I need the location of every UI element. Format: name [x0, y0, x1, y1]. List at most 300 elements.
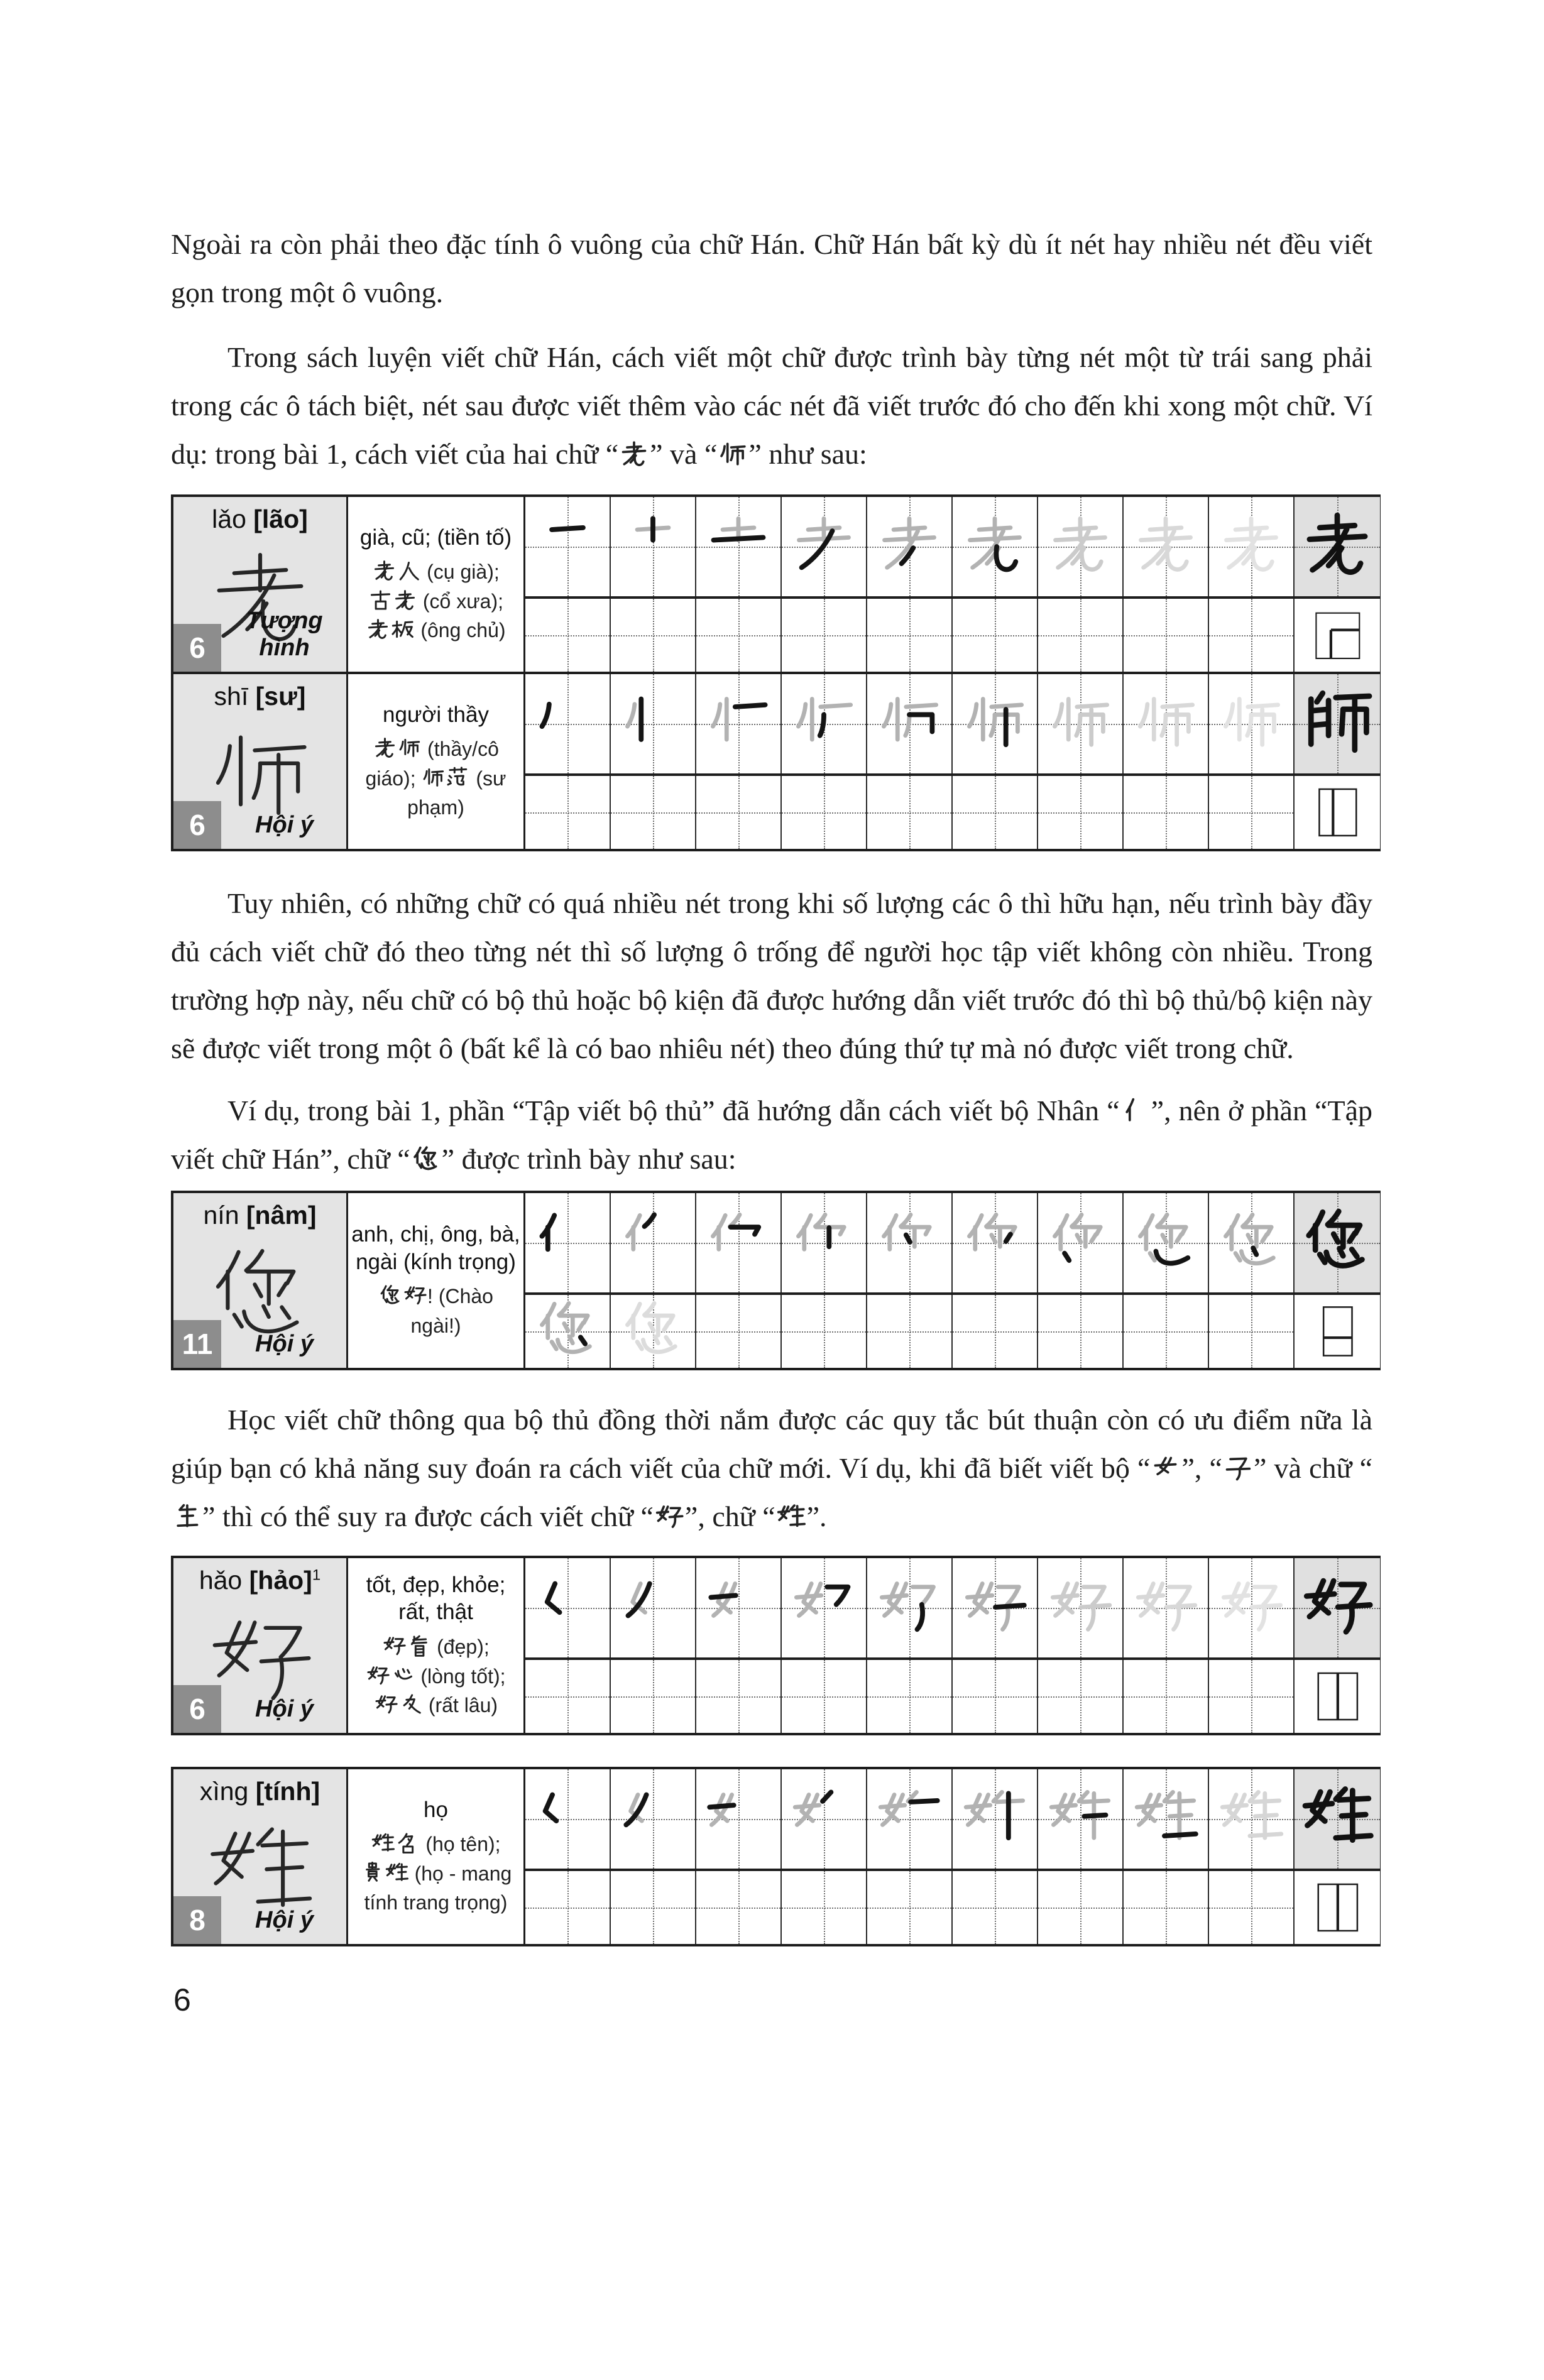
cjk-glyph-hao	[1218, 1575, 1284, 1640]
cjk-char-hao	[366, 1664, 390, 1688]
horizontal-guide-line	[1124, 812, 1208, 814]
paragraph-1	[171, 220, 1372, 317]
cjk-char-lao	[366, 618, 390, 641]
stroke-order-row	[525, 1558, 1380, 1657]
practice-cell	[1124, 776, 1209, 849]
cjk-glyph-nin	[535, 1299, 600, 1364]
cjk-glyph-gu	[369, 589, 392, 613]
stroke-step-cell	[1209, 497, 1295, 596]
writing-practice-table	[171, 494, 1381, 851]
text-run: già, cũ; (tiền tố)	[359, 525, 512, 550]
practice-cell	[782, 599, 867, 672]
definition-cell	[348, 1193, 525, 1368]
horizontal-guide-line	[1209, 635, 1293, 636]
horizontal-guide-line	[611, 1908, 695, 1909]
stroke-step-cell	[953, 1558, 1038, 1657]
cjk-glyph-xing	[1218, 1786, 1284, 1852]
character-header-cell	[173, 1558, 348, 1733]
character-category-label: Hội ý	[255, 1696, 314, 1722]
horizontal-guide-line	[696, 1331, 780, 1333]
character-block-nin	[173, 1193, 1378, 1368]
cjk-glyph-lao	[791, 514, 857, 579]
cjk-glyph-hao	[366, 1664, 390, 1688]
stroke-step-cell	[867, 1558, 953, 1657]
horizontal-guide-line	[782, 812, 866, 814]
horizontal-guide-line	[953, 635, 1037, 636]
writing-practice-table	[171, 1767, 1381, 1946]
character-category-label: Tượng hình	[246, 608, 323, 661]
stroke-step-cell	[1209, 1558, 1295, 1657]
cjk-glyph-nin	[1133, 1210, 1198, 1275]
cjk-glyph-nin	[1218, 1210, 1284, 1275]
pinyin-label: xìng [tính]	[199, 1777, 320, 1806]
cjk-glyph-nin	[1048, 1210, 1113, 1275]
cjk-char-shi	[398, 737, 421, 760]
practice-cell	[1038, 1871, 1124, 1944]
horizontal-guide-line	[525, 812, 610, 814]
horizontal-guide-line	[867, 812, 951, 814]
practice-cell	[1209, 1871, 1295, 1944]
cjk-char-hao	[655, 1503, 684, 1532]
cjk-glyph-hao	[791, 1575, 857, 1640]
cjk-glyph-gui	[361, 1862, 384, 1885]
stroke-step-cell	[1124, 497, 1209, 596]
cjk-glyph-xing	[535, 1786, 600, 1852]
cjk-glyph-hao	[706, 1575, 771, 1640]
cjk-glyph-shi	[1218, 691, 1284, 756]
stroke-step-cell	[953, 1769, 1038, 1869]
paragraph-2	[171, 333, 1372, 478]
stroke-step-cell	[1209, 674, 1295, 773]
horizontal-guide-line	[1038, 1696, 1122, 1698]
text-run: ngài!)	[410, 1314, 461, 1337]
horizontal-guide-line	[782, 1331, 866, 1333]
cjk-glyph-shi	[398, 737, 421, 760]
text-run: rất, thật	[398, 1600, 473, 1625]
text-run: , nên ở phần “Tập viết chữ Hán”, chữ	[171, 1094, 1372, 1175]
structure-cell	[1295, 1295, 1380, 1368]
text-run: ngài (kính trọng)	[356, 1249, 516, 1274]
practice-cell	[782, 776, 867, 849]
stroke-step-cell	[611, 674, 696, 773]
meaning-text	[351, 1221, 520, 1276]
cjk-glyph-lao	[373, 560, 396, 583]
horizontal-guide-line	[1038, 1908, 1122, 1909]
cjk-glyph-shi_trad	[1301, 687, 1374, 760]
stroke-step-cell	[867, 1193, 953, 1292]
cjk-glyph-hao	[1133, 1575, 1198, 1640]
cjk-glyph-ming	[396, 1832, 419, 1855]
character-block-shi	[173, 672, 1378, 849]
horizontal-guide-line	[953, 1908, 1037, 1909]
horizontal-guide-line	[867, 1908, 951, 1909]
practice-cell	[696, 1295, 782, 1368]
cjk-char-nin	[379, 1284, 402, 1307]
cjk-glyph-xing	[962, 1786, 1027, 1852]
practice-cell	[1124, 599, 1209, 672]
text-run: phạm)	[407, 796, 464, 819]
cjk-quote-mark: “	[1107, 1094, 1120, 1127]
stroke-step-cell	[1124, 1193, 1209, 1292]
cjk-char-nin	[412, 1145, 441, 1174]
text-run: Ví dụ, trong bài 1, phần “Tập viết bộ thủ” đã hướng dẫn cách viết bộ Nhân	[227, 1094, 1107, 1127]
cjk-glyph-fan	[446, 767, 469, 790]
cjk-glyph-xing	[706, 1786, 771, 1852]
cjk-glyph-sheng	[172, 1503, 201, 1532]
cjk-char-ming	[396, 1832, 419, 1855]
character-header-cell	[173, 497, 348, 672]
stroke-step-cell	[611, 497, 696, 596]
stroke-count-badge: 11	[173, 1320, 221, 1368]
stroke-count-badge: 6	[173, 1685, 221, 1733]
structure-diagram-split-h-62	[1311, 1301, 1364, 1362]
text-run: (cụ già);	[421, 560, 500, 584]
cjk-glyph-hao	[620, 1575, 686, 1640]
complete-char-cell	[1295, 1193, 1380, 1292]
practice-cell	[1209, 776, 1295, 849]
paragraph-4	[171, 1086, 1372, 1183]
horizontal-guide-line	[1209, 1331, 1293, 1333]
structure-cell	[1295, 599, 1380, 672]
character-category-label: Hội ý	[255, 1331, 314, 1357]
stroke-count-badge: 6	[173, 624, 221, 672]
stroke-step-cell	[611, 1193, 696, 1292]
cjk-quote-mark: “	[397, 1143, 410, 1175]
cjk-quote-mark: “	[640, 1500, 654, 1532]
practice-row	[525, 1871, 1380, 1944]
meaning-text	[424, 1796, 448, 1824]
cjk-glyph-lao	[373, 737, 397, 760]
cjk-glyph-nin	[962, 1210, 1027, 1275]
cjk-char-lao	[393, 589, 417, 613]
cjk-quote-mark: “	[1209, 1452, 1222, 1484]
cjk-glyph-lao	[620, 514, 686, 579]
stroke-step-cell	[1038, 1558, 1124, 1657]
stroke-grid-area	[525, 674, 1380, 849]
practice-cell	[867, 599, 953, 672]
writing-practice-table	[171, 1556, 1381, 1735]
example-words	[360, 1830, 512, 1917]
pinyin-label: hǎo [hảo]$^1$	[199, 1566, 321, 1595]
paragraph-3	[171, 879, 1372, 1073]
cjk-char-gu	[369, 589, 392, 613]
text-run: thì có thể suy ra được cách viết chữ	[215, 1500, 641, 1532]
practice-cell	[782, 1871, 867, 1944]
cjk-glyph-shi	[718, 440, 747, 469]
cjk-glyph-zi	[1224, 1455, 1252, 1483]
text-run: (họ - mang	[408, 1862, 512, 1885]
stroke-step-cell	[696, 497, 782, 596]
cjk-glyph-xing	[791, 1786, 857, 1852]
practice-row	[525, 1660, 1380, 1733]
complete-char-cell	[1295, 674, 1380, 773]
structure-diagram-split-v-50	[1311, 1666, 1364, 1727]
cjk-quote-mark: “	[762, 1500, 775, 1532]
text-run: (lòng tốt);	[415, 1664, 506, 1688]
cjk-glyph-xing	[777, 1503, 806, 1532]
practice-cell	[867, 1295, 953, 1368]
cjk-char-kan	[407, 1635, 430, 1658]
cjk-glyph-lao	[877, 514, 942, 579]
stroke-grid-area	[525, 1769, 1380, 1944]
text-run: (ông chủ)	[415, 619, 506, 642]
pinyin-label: lǎo [lão]	[212, 505, 308, 533]
example-words	[366, 734, 506, 822]
pinyin-label: nín [nâm]	[203, 1201, 317, 1230]
practice-cell	[525, 1660, 611, 1733]
text-run: , chữ	[698, 1500, 763, 1532]
cjk-glyph-xing	[877, 1786, 942, 1852]
horizontal-guide-line	[953, 1696, 1037, 1698]
practice-cell	[953, 776, 1038, 849]
definition-cell	[348, 674, 525, 849]
cjk-char-lao	[620, 440, 649, 469]
text-run: Trong sách luyện viết chữ Hán, cách viết một chữ được trình bày từng nét một từ trái sang phải trong các ô tách biệt, nét sau được viết thêm vào các nét đã viết trước đó cho đến khi xong một chữ. Ví dụ: trong bài 1, cách viết của hai chữ	[171, 341, 1372, 470]
character-block-lao	[173, 497, 1378, 672]
structure-diagram-wrap-br	[1311, 605, 1364, 665]
cjk-glyph-nin	[706, 1210, 771, 1275]
cjk-char-xing	[777, 1503, 806, 1532]
stroke-grid-area	[525, 497, 1380, 672]
cjk-glyph-lao	[1218, 514, 1284, 579]
cjk-glyph-ren_r	[1121, 1097, 1150, 1126]
example-words	[366, 1632, 505, 1720]
horizontal-guide-line	[611, 635, 695, 636]
stroke-step-cell	[1038, 1193, 1124, 1292]
character-category-label: Hội ý	[255, 1907, 314, 1933]
cjk-char-xin	[391, 1664, 414, 1688]
practice-cell	[1209, 1295, 1295, 1368]
practice-cell	[1124, 1871, 1209, 1944]
cjk-glyph-shi	[962, 691, 1027, 756]
cjk-quote-mark: ”	[806, 1500, 820, 1532]
cjk-glyph-xin	[391, 1664, 414, 1688]
practice-cell	[1038, 599, 1124, 672]
horizontal-guide-line	[696, 1696, 780, 1698]
practice-cell	[867, 1660, 953, 1733]
stroke-step-cell	[525, 497, 611, 596]
cjk-glyph-lao	[1301, 510, 1374, 583]
cjk-glyph-hao	[1301, 1571, 1374, 1644]
horizontal-guide-line	[1124, 635, 1208, 636]
horizontal-guide-line	[1209, 1908, 1293, 1909]
stroke-step-cell	[525, 1769, 611, 1869]
cjk-glyph-xing	[385, 1862, 408, 1885]
horizontal-guide-line	[867, 1331, 951, 1333]
cjk-glyph-hao	[535, 1575, 600, 1640]
cjk-char-shi	[422, 767, 445, 790]
practice-cell	[696, 776, 782, 849]
stroke-step-cell	[782, 1193, 867, 1292]
practice-cell	[525, 1871, 611, 1944]
example-words	[366, 557, 505, 645]
cjk-glyph-shi	[706, 691, 771, 756]
stroke-count-badge: 8	[173, 1896, 221, 1944]
cjk-glyph-lao	[620, 440, 649, 469]
cjk-char-gui	[361, 1862, 384, 1885]
cjk-glyph-lao	[1048, 514, 1113, 579]
text-run: .	[819, 1500, 827, 1532]
stroke-step-cell	[696, 1558, 782, 1657]
cjk-glyph-shi	[535, 691, 600, 756]
cjk-char-nv	[1151, 1455, 1180, 1483]
cjk-char-shi	[718, 440, 747, 469]
cjk-glyph-lao	[366, 618, 390, 641]
practice-cell	[1038, 1660, 1124, 1733]
horizontal-guide-line	[782, 1908, 866, 1909]
practice-cell	[782, 1295, 867, 1368]
cjk-glyph-hao	[962, 1575, 1027, 1640]
text-run: (rất lâu)	[422, 1693, 498, 1717]
cjk-glyph-xing	[1301, 1782, 1374, 1855]
cjk-glyph-ren	[397, 560, 420, 583]
stroke-step-cell	[696, 674, 782, 773]
cjk-char-ren	[397, 560, 420, 583]
stroke-step-cell	[953, 1193, 1038, 1292]
cjk-glyph-hao	[375, 1693, 398, 1717]
cjk-glyph-lao	[706, 514, 771, 579]
cjk-glyph-hao	[655, 1503, 684, 1532]
stroke-table-lao-shi	[0, 494, 1544, 851]
structure-diagram-split-v-50	[1311, 1877, 1364, 1938]
horizontal-guide-line	[1124, 1696, 1208, 1698]
cjk-glyph-ban	[391, 618, 414, 641]
cjk-glyph-nin	[412, 1145, 441, 1174]
complete-char-cell	[1295, 497, 1380, 596]
horizontal-guide-line	[1038, 635, 1122, 636]
cjk-glyph-nin	[620, 1210, 686, 1275]
horizontal-guide-line	[1124, 1331, 1208, 1333]
horizontal-guide-line	[867, 635, 951, 636]
horizontal-guide-line	[1209, 812, 1293, 814]
definition-cell	[348, 1769, 525, 1944]
cjk-glyph-hao	[383, 1635, 406, 1658]
stroke-step-cell	[1038, 1769, 1124, 1869]
text-run: tốt, đẹp, khỏe;	[366, 1572, 506, 1597]
cjk-quote-mark: “	[605, 438, 619, 470]
horizontal-guide-line	[696, 1908, 780, 1909]
cjk-char-fan	[446, 767, 469, 790]
cjk-char-hao	[375, 1693, 398, 1717]
cjk-char-sheng	[172, 1503, 201, 1532]
practice-cell	[696, 1871, 782, 1944]
cjk-glyph-xing	[371, 1832, 395, 1855]
text-run: được trình bày như sau:	[454, 1143, 736, 1175]
stroke-step-cell	[611, 1558, 696, 1657]
stroke-order-row	[525, 674, 1380, 773]
stroke-step-cell	[867, 497, 953, 596]
stroke-step-cell	[1209, 1769, 1295, 1869]
cjk-glyph-shi	[422, 767, 445, 790]
stroke-step-cell	[782, 674, 867, 773]
text-run: tính trang trọng)	[364, 1891, 508, 1914]
horizontal-guide-line	[525, 1908, 610, 1909]
character-block-xing	[173, 1769, 1378, 1944]
stroke-step-cell	[1124, 674, 1209, 773]
text-run: anh, chị, ông, bà,	[351, 1221, 520, 1247]
cjk-char-lao	[373, 560, 396, 583]
horizontal-guide-line	[1038, 812, 1122, 814]
paragraph-5	[171, 1395, 1372, 1541]
meaning-text	[383, 701, 489, 729]
horizontal-guide-line	[611, 812, 695, 814]
cjk-quote-mark: “	[1359, 1452, 1373, 1484]
text-run: và chữ	[1266, 1452, 1360, 1484]
text-run: (họ tên);	[420, 1833, 501, 1856]
stroke-step-cell	[696, 1193, 782, 1292]
horizontal-guide-line	[525, 635, 610, 636]
cjk-quote-mark: ”	[650, 438, 663, 470]
text-run: và	[662, 438, 704, 470]
cjk-char-zi	[1224, 1455, 1252, 1483]
text-run: Ngoài ra còn phải theo đặc tính ô vuông của chữ Hán. Chữ Hán bất kỳ dù ít nét hay nhiều nét đều viết gọn trong một ô vuông.	[171, 228, 1372, 308]
stroke-order-row	[525, 1193, 1380, 1292]
horizontal-guide-line	[867, 1696, 951, 1698]
practice-cell	[696, 1660, 782, 1733]
practice-row	[525, 1295, 1380, 1368]
cjk-char-lao	[373, 737, 397, 760]
cjk-glyph-xing	[1133, 1786, 1198, 1852]
meaning-text	[360, 524, 512, 552]
text-run: ,	[1194, 1452, 1210, 1484]
horizontal-guide-line	[1124, 1908, 1208, 1909]
definition-cell	[348, 497, 525, 672]
practice-cell	[1209, 599, 1295, 672]
cjk-glyph-jiu	[399, 1693, 422, 1717]
practice-cell	[867, 776, 953, 849]
cjk-char-ban	[391, 618, 414, 641]
stroke-step-cell	[782, 1769, 867, 1869]
cjk-glyph-shi	[1048, 691, 1113, 756]
structure-diagram-split-v-40	[1311, 782, 1364, 843]
text-run: (đẹp);	[431, 1635, 490, 1659]
cjk-char-hao	[403, 1284, 427, 1307]
practice-cell	[953, 1871, 1038, 1944]
cjk-quote-mark: ”	[684, 1500, 698, 1532]
practice-cell	[782, 1660, 867, 1733]
cjk-quote-mark: “	[1137, 1452, 1151, 1484]
cjk-glyph-hao	[403, 1284, 427, 1307]
character-header-cell	[173, 1193, 348, 1368]
stroke-order-row	[525, 497, 1380, 596]
practice-cell	[1038, 1295, 1124, 1368]
stroke-grid-area	[525, 1558, 1380, 1733]
page-number: 6	[173, 1982, 191, 2017]
cjk-quote-mark: ”	[202, 1500, 216, 1532]
cjk-char-xing	[371, 1832, 395, 1855]
practice-cell	[953, 1660, 1038, 1733]
horizontal-guide-line	[696, 635, 780, 636]
stroke-step-cell	[525, 1558, 611, 1657]
practice-cell	[611, 776, 696, 849]
cjk-glyph-lao	[393, 589, 417, 613]
stroke-grid-area	[525, 1193, 1380, 1368]
practice-cell	[867, 1871, 953, 1944]
stroke-count-badge: 6	[173, 801, 221, 849]
cjk-quote-mark: “	[704, 438, 718, 470]
page-content	[0, 220, 1544, 2018]
cjk-glyph-hao	[1048, 1575, 1113, 1640]
practice-cell	[1124, 1295, 1209, 1368]
text-run: người thầy	[383, 702, 489, 727]
example-words	[378, 1282, 493, 1340]
character-header-cell	[173, 1769, 348, 1944]
practice-cell	[953, 1295, 1038, 1368]
writing-practice-table	[171, 1191, 1381, 1370]
horizontal-guide-line	[782, 635, 866, 636]
stroke-step-cell	[611, 1769, 696, 1869]
cjk-glyph-nin	[620, 1299, 686, 1364]
